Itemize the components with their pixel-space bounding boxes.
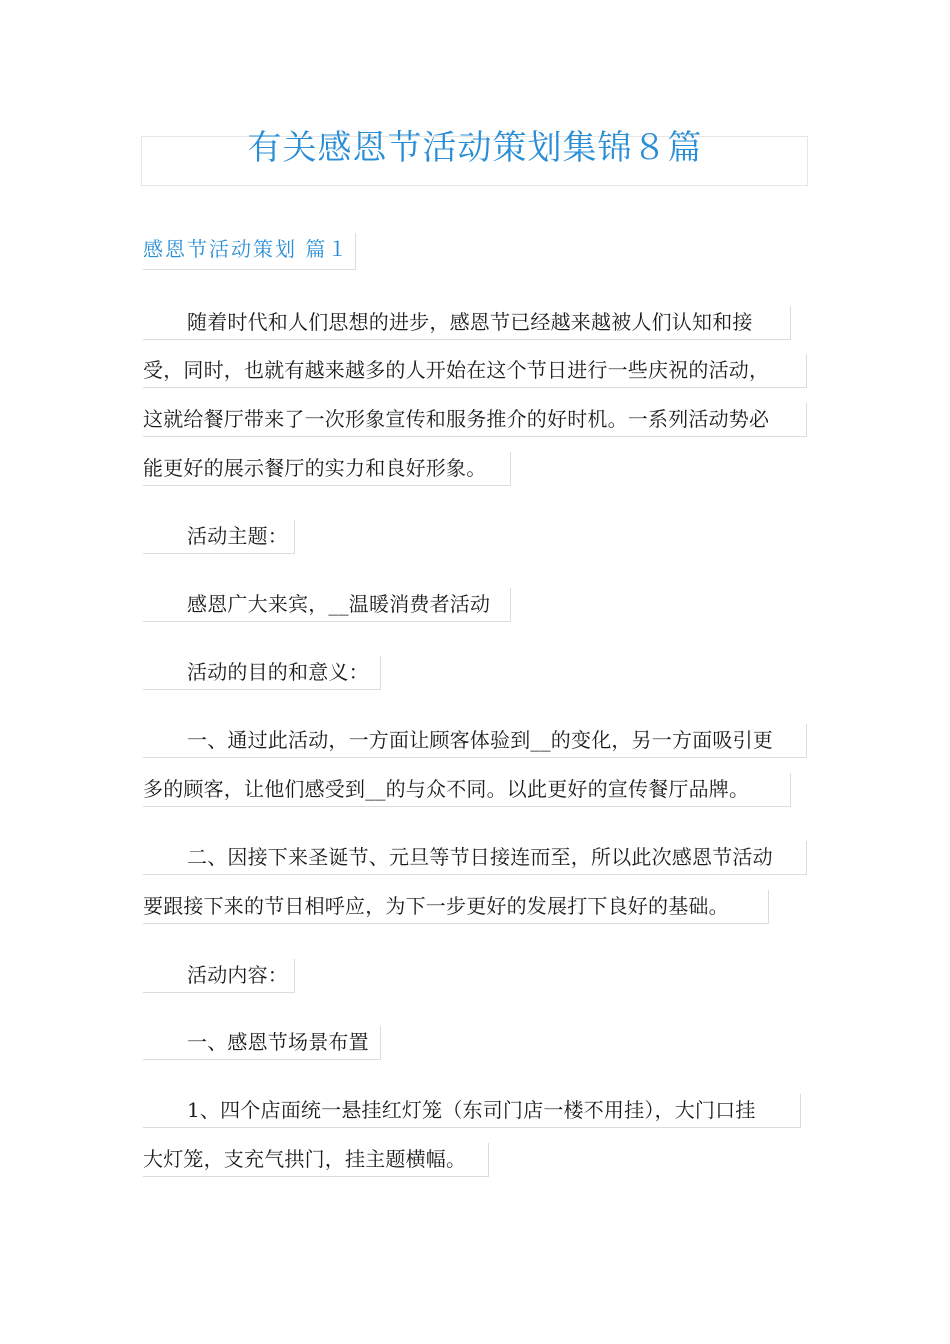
paragraph-line: 受，同时，也就有越来越多的人开始在这个节日进行一些庆祝的活动， bbox=[143, 354, 807, 388]
document-title: 有关感恩节活动策划集锦８篇 bbox=[247, 128, 703, 168]
paragraph-line: 这就给餐厅带来了一次形象宣传和服务推介的好时机。一系列活动势必 bbox=[143, 403, 807, 437]
paragraph-line: 二、因接下来圣诞节、元旦等节日接连而至，所以此次感恩节活动 bbox=[143, 841, 807, 875]
paragraph-line: 要跟接下来的节日相呼应，为下一步更好的发展打下良好的基础。 bbox=[143, 890, 769, 924]
paragraph-line: 感恩广大来宾，__温暖消费者活动 bbox=[143, 588, 511, 622]
paragraph-line: 能更好的展示餐厅的实力和良好形象。 bbox=[143, 452, 511, 486]
paragraph-line: 一、感恩节场景布置 bbox=[143, 1026, 381, 1060]
paragraph-line: 1、四个店面统一悬挂红灯笼（东司门店一楼不用挂），大门口挂 bbox=[143, 1094, 801, 1128]
paragraph-line: 活动内容： bbox=[143, 959, 295, 993]
paragraph-line: 活动主题： bbox=[143, 520, 295, 554]
paragraph-line: 活动的目的和意义： bbox=[143, 656, 381, 690]
paragraph-line: 随着时代和人们思想的进步，感恩节已经越来越被人们认知和接 bbox=[143, 306, 791, 340]
paragraph-line: 多的顾客，让他们感受到__的与众不同。以此更好的宣传餐厅品牌。 bbox=[143, 773, 791, 807]
section-heading: 感恩节活动策划 篇１ bbox=[143, 233, 356, 270]
paragraph-line: 大灯笼，支充气拱门，挂主题横幅。 bbox=[143, 1143, 489, 1177]
paragraph-line: 一、通过此活动，一方面让顾客体验到__的变化，另一方面吸引更 bbox=[143, 724, 807, 758]
